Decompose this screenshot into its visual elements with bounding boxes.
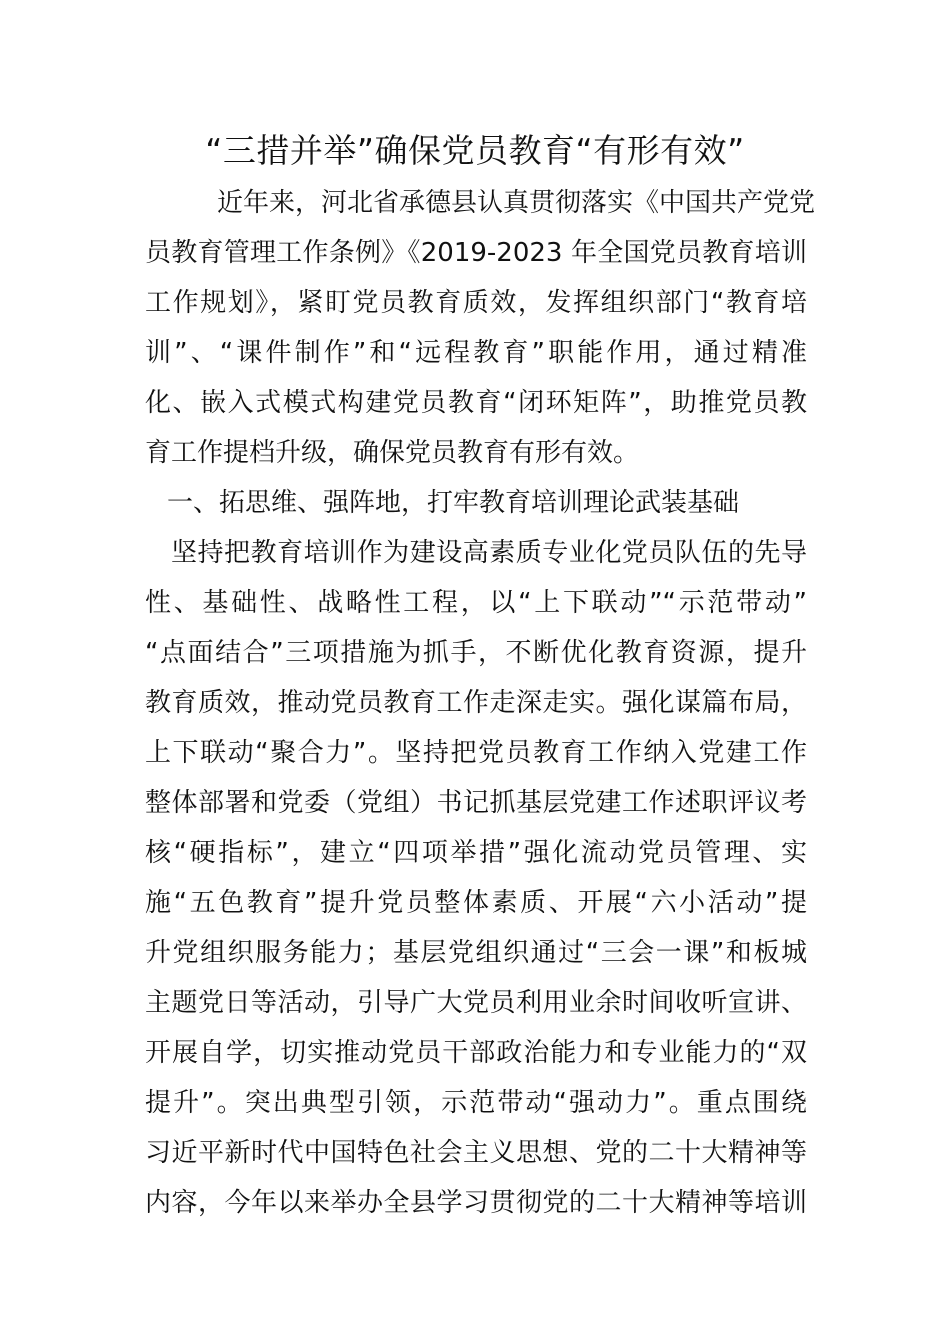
paragraph-line: 育工作提档升级，确保党员教育有形有效。 [145,438,640,468]
paragraph-line: 近年来，河北省承德县认真贯彻落实《中国共产党党 [217,188,816,218]
document-title: “三措并举”确保党员教育“有形有效” [205,131,745,170]
paragraph-line: 习近平新时代中国特色社会主义思想、党的二十大精神等 [145,1138,807,1168]
paragraph-line: 坚持把教育培训作为建设高素质专业化党员队伍的先导 [171,538,807,568]
paragraph-line: 升党组织服务能力；基层党组织通过“三会一课”和板城 [145,938,807,968]
paragraph-line: 提升”。突出典型引领，示范带动“强动力”。重点围绕 [145,1088,807,1118]
paragraph-line: 员教育管理工作条例》《2019-2023 年全国党员教育培训 [145,238,807,268]
paragraph-line: 教育质效，推动党员教育工作走深走实。强化谋篇布局， [145,688,807,718]
paragraph-line: 训”、“课件制作”和“远程教育”职能作用，通过精准 [145,338,807,368]
paragraph-line: 施“五色教育”提升党员整体素质、开展“六小活动”提 [145,888,807,918]
section-heading: 一、拓思维、强阵地，打牢教育培训理论武装基础 [167,488,740,518]
paragraph-line: 主题党日等活动，引导广大党员利用业余时间收听宣讲、 [145,988,807,1018]
paragraph-line: 开展自学，切实推动党员干部政治能力和专业能力的“双 [145,1038,807,1068]
paragraph-line: 核“硬指标”，建立“四项举措”强化流动党员管理、实 [145,838,807,868]
paragraph-line: 整体部署和党委（党组）书记抓基层党建工作述职评议考 [145,788,807,818]
paragraph-line: 上下联动“聚合力”。坚持把党员教育工作纳入党建工作 [145,738,807,768]
paragraph-line: 化、嵌入式模式构建党员教育“闭环矩阵”，助推党员教 [145,388,807,418]
paragraph-line: “点面结合”三项措施为抓手，不断优化教育资源，提升 [145,638,807,668]
paragraph-line: 内容，今年以来举办全县学习贯彻党的二十大精神等培训 [145,1188,807,1218]
paragraph-line: 性、基础性、战略性工程，以“上下联动”“示范带动” [145,588,807,618]
document-body [145,178,816,1228]
paragraph-line: 工作规划》，紧盯党员教育质效，发挥组织部门“教育培 [145,288,807,318]
